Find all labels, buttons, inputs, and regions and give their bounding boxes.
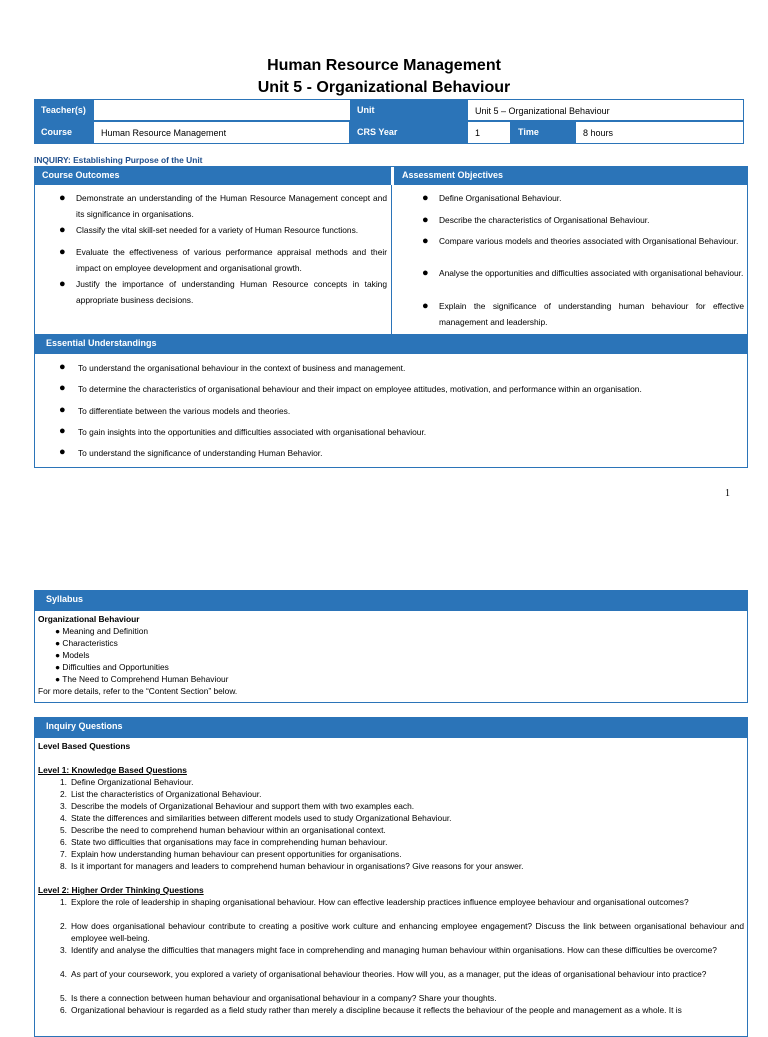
list-item: 1. Explore the role of leadership in shaping organisational behaviour. How can effective leadership practices influence employee behaviour and organisational outcomes?: [60, 897, 689, 907]
course-value: Human Resource Management: [93, 121, 350, 144]
list-item: ● To differentiate between the various models and theories.: [59, 404, 291, 416]
list-item: 1. Define Organizational Behaviour.: [60, 777, 194, 787]
column-divider: [391, 185, 392, 334]
syllabus-heading: Organizational Behaviour: [38, 614, 140, 624]
list-item: 7. Explain how understanding human behaviour can present opportunities for organisations.: [60, 849, 402, 859]
list-item: 5. Describe the need to comprehend human behaviour within an organisational context.: [60, 825, 386, 835]
list-item: ● To gain insights into the opportunities and difficulties associated with organisational behaviour.: [59, 425, 427, 437]
list-item: ● Justify the importance of understanding Human Resource concepts in taking appropriate business decisions.: [59, 278, 387, 305]
essential-understandings-header: Essential Understandings: [34, 334, 748, 354]
list-item: 5. Is there a connection between human behaviour and organisational behaviour in a company? Share your thoughts.: [60, 993, 497, 1003]
list-item: ● Explain the significance of understanding human behaviour for effective management and leadership.: [422, 300, 744, 327]
list-item: ● The Need to Comprehend Human Behaviour: [55, 674, 229, 684]
list-item: ● Classify the vital skill-set needed for a variety of Human Resource functions.: [59, 224, 359, 236]
list-item: ● Describe the characteristics of Organisational Behaviour.: [422, 214, 650, 226]
list-item: ● To determine the characteristics of organisational behaviour and their impact on employee attitudes, motivation, and performance within an organisation.: [59, 382, 642, 394]
level-based-heading: Level Based Questions: [38, 741, 131, 751]
list-item: 3. Identify and analyse the difficulties that managers might face in comprehending and managing human behaviour within organisations. How can these difficulties be overcome?: [60, 945, 717, 955]
inquiry-questions-header: Inquiry Questions: [34, 717, 748, 737]
unit-title: Unit 5 - Organizational Behaviour: [257, 79, 511, 96]
time-label: Time: [511, 121, 575, 144]
document-title: Human Resource Management: [267, 57, 501, 74]
level1-heading: Level 1: Knowledge Based Questions: [38, 765, 187, 775]
unit-value: Unit 5 – Organizational Behaviour: [467, 99, 744, 121]
list-item: ● Meaning and Definition: [55, 626, 149, 636]
list-item: ● Characteristics: [55, 638, 118, 648]
page-number: 1: [725, 488, 730, 499]
list-item: ● Analyse the opportunities and difficulties associated with organisational behaviour.: [422, 267, 744, 279]
list-item: 8. Is it important for managers and leaders to comprehend human behaviour in organisations? Give reasons for your answer.: [60, 861, 524, 871]
list-item: ● Difficulties and Opportunities: [55, 662, 169, 672]
level2-heading: Level 2: Higher Order Thinking Questions: [38, 885, 204, 895]
teacher-label: Teacher(s): [34, 99, 93, 121]
course-label: Course: [34, 121, 93, 144]
inquiry-heading: INQUIRY: Establishing Purpose of the Unit: [34, 155, 203, 165]
list-item: 3. Describe the models of Organizational Behaviour and support them with two examples each.: [60, 801, 415, 811]
list-item: ● To understand the organisational behaviour in the context of business and management.: [59, 361, 406, 373]
list-item: 4. As part of your coursework, you explored a variety of organisational behaviour theories. How will you, as a manager, put the ideas of organisational behaviour into practice?: [60, 969, 707, 979]
info-table: [34, 99, 744, 144]
course-outcomes-header: Course Outcomes: [34, 166, 391, 185]
syllabus-note: For more details, refer to the “Content Section” below.: [38, 686, 238, 696]
list-item: ● Define Organisational Behaviour.: [422, 192, 562, 204]
list-item: ● Models: [55, 650, 90, 660]
assessment-objectives-header: Assessment Objectives: [394, 166, 748, 185]
crs-year-value: 1: [467, 121, 511, 144]
list-item: ● To understand the significance of understanding Human Behavior.: [59, 446, 323, 458]
list-item: 6. Organizational behaviour is regarded as a field study rather than merely a discipline because it reflects the behaviour of the people and management as a whole. It is: [60, 1005, 682, 1015]
list-item: 6. State two difficulties that organisations may face in comprehending human behaviour.: [60, 837, 388, 847]
time-value: 8 hours: [575, 121, 744, 144]
list-item: ● Evaluate the effectiveness of various performance appraisal methods and their impact on employee development and organisational growth.: [59, 246, 387, 273]
crs-year-label: CRS Year: [350, 121, 467, 144]
teacher-value: [93, 99, 383, 121]
list-item: 2. List the characteristics of Organizational Behaviour.: [60, 789, 262, 799]
list-item: 4. State the differences and similarities between different models used to study Organizational Behaviour.: [60, 813, 452, 823]
list-item: ● Compare various models and theories associated with Organisational Behaviour.: [422, 235, 739, 247]
list-item: ● Demonstrate an understanding of the Human Resource Management concept and its significance in organisations.: [59, 192, 387, 219]
unit-label: Unit: [350, 99, 467, 121]
syllabus-header: Syllabus: [34, 590, 748, 610]
list-item: 2. How does organisational behaviour contribute to creating a positive work culture and enhancing employee engagement? Discuss the link between organisational behaviour and employee well-being.: [60, 921, 744, 943]
